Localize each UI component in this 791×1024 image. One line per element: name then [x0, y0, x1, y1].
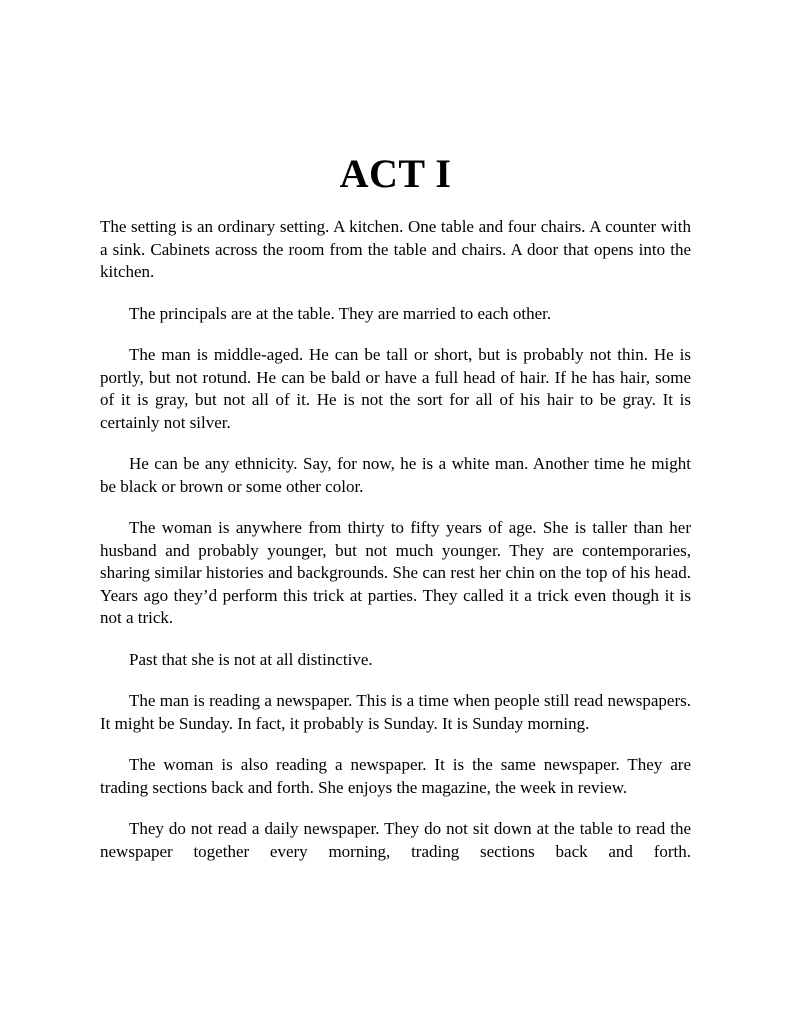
paragraph-principals: The principals are at the table. They are married to each other. — [129, 303, 552, 323]
paragraph-setting: The setting is an ordinary setting. A kitchen. One table and four chairs. A counter with a sink. Cabinets across the room from the table and chairs. A door that opens into the kitchen. — [100, 217, 691, 281]
paragraph-ethnicity: He can be any ethnicity. Say, for now, he is a white man. Another time he might be black or brown or some other color. — [100, 454, 691, 496]
paragraph-woman-description: The woman is anywhere from thirty to fifty years of age. She is taller than her husband and probably younger, but not much younger. They are contemporaries, sharing similar histories and backgrounds. She can rest her chin on the top of his head. Years ago they’d perform this trick at parties. They called it a trick even though it is not a trick. — [100, 518, 691, 627]
paragraph-man-reading: The man is reading a newspaper. This is a time when people still read newspapers. It might be Sunday. In fact, it probably is Sunday. It is Sunday morning. — [100, 691, 691, 733]
paragraph-daily-newspaper: They do not read a daily newspaper. They do not sit down at the table to read the newspaper together every morning, trading sections back and forth. — [100, 819, 691, 861]
paragraph-man-description: The man is middle-aged. He can be tall or short, but is probably not thin. He is portly, but not rotund. He can be bald or have a full head of hair. If he has hair, some of it is gray, but not all of it. He is not the sort for all of his hair to be gray. It is certainly not silver. — [100, 345, 691, 432]
paragraph-woman-reading: The woman is also reading a newspaper. It is the same newspaper. They are trading sections back and forth. She enjoys the magazine, the week in review. — [100, 755, 691, 797]
paragraph-distinctive: Past that she is not at all distinctive. — [129, 649, 373, 669]
document-page — [100, 150, 691, 882]
act-title: ACT I — [339, 151, 452, 196]
